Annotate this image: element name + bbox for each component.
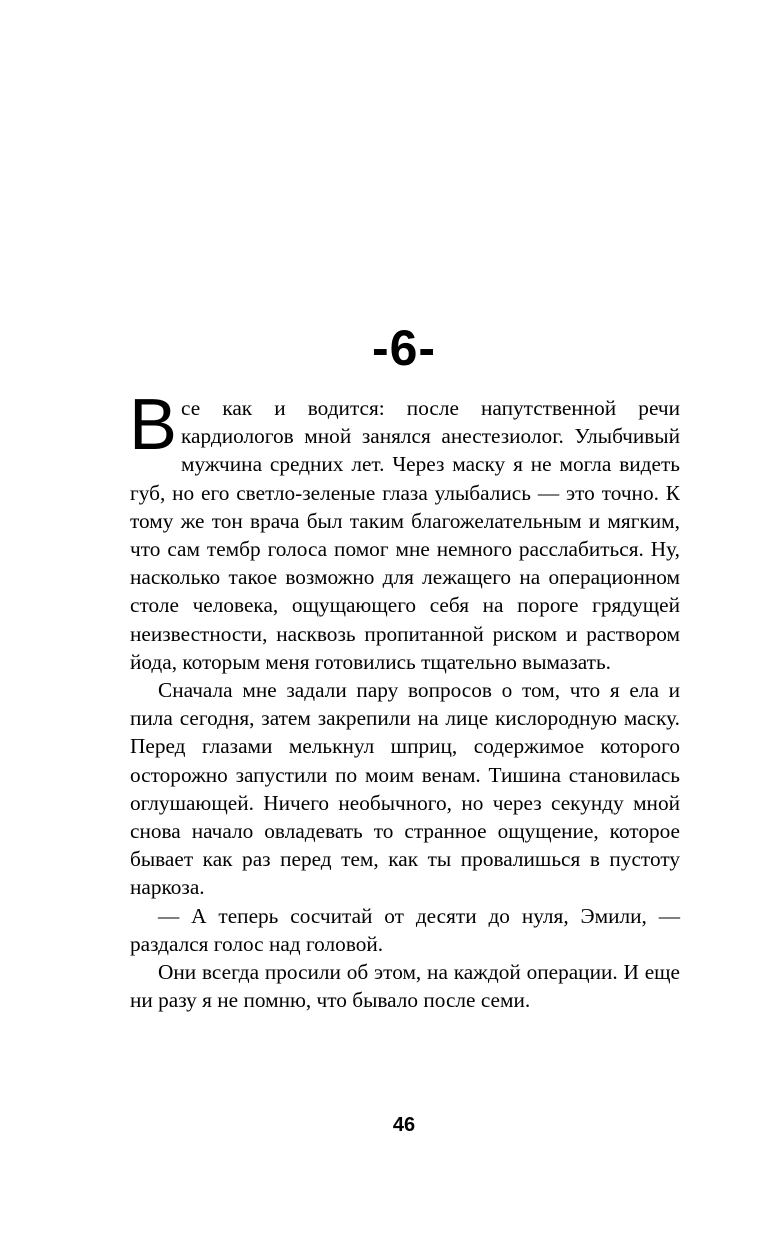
paragraph-4: Они всегда просили об этом, на каждой операции. И еще ни разу я не помню, что бывало после семи. <box>130 960 680 1013</box>
paragraph-3-dialogue: — А теперь сосчитай от десяти до нуля, Эмили, — раздался голос над головой. <box>130 903 680 956</box>
paragraph-1 <box>129 385 680 676</box>
paragraph-2: Сначала мне задали пару вопросов о том, что я ела и пила сегодня, затем закрепили на лице кислородную маску. Перед глазами мелькнул шприц, содержимое которого осторожно запустили по моим венам. Тишина становилась оглушающей. Ничего необычного, но через секунду мной снова начало овладевать то странное ощущение, которое бывает как раз перед тем, как ты провалишься в пустоту наркоза. <box>130 678 680 900</box>
page-number: 46 <box>392 1114 416 1136</box>
paragraph-1-text: се как и водится: после напутственной речи кардиологов мной занялся анестезиолог. Улыбчивый мужчина средних лет. Через маску я не могла видеть губ, но его светло-зеленые глаза улыбались — это точно. К тому же тон врача был таким благожелательным и мягким, что сам тембр голоса помог мне немного расслабиться. Ну, насколько такое возможно для лежащего на операционном столе человека, ощущающего себя на пороге грядущей неизвестности, насквозь пропитанной риском и раствором йода, которым меня готовились тщательно вымазать. <box>130 396 680 674</box>
chapter-body <box>129 385 680 1014</box>
drop-cap: В <box>129 385 178 465</box>
chapter-title: -6- <box>371 320 437 376</box>
